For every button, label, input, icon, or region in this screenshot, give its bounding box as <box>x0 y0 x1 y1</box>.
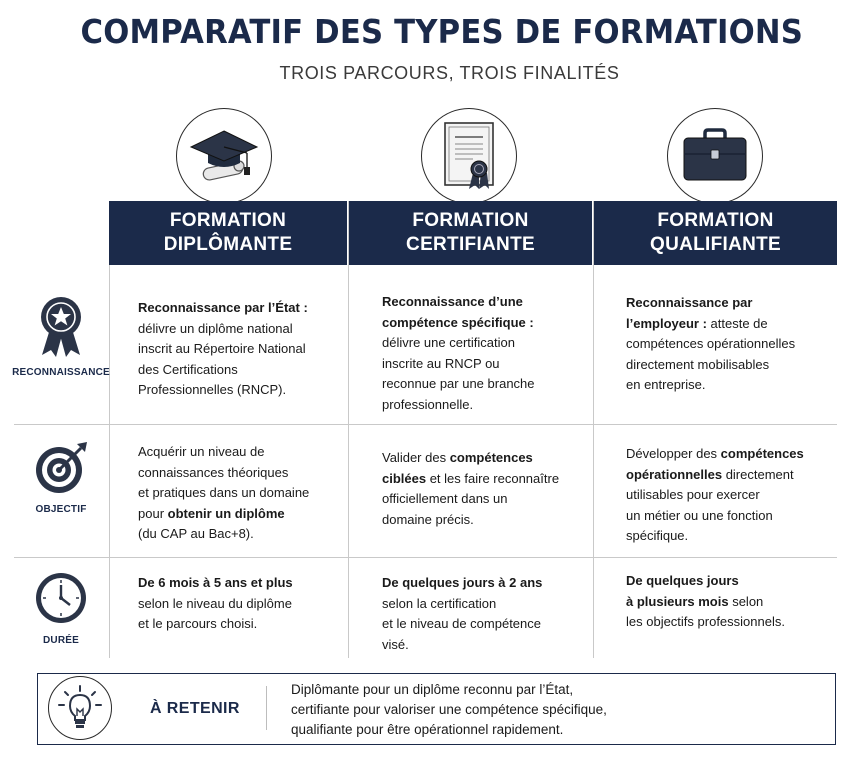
row-header-duree <box>14 571 108 646</box>
retenir-text <box>291 680 607 740</box>
award-badge-icon <box>38 295 84 359</box>
column-header-diplomante <box>109 201 347 265</box>
cell-text: professionnelle. <box>382 396 474 412</box>
icon-circle-retenir <box>48 676 112 740</box>
retenir-divider <box>266 686 267 730</box>
cell-text: délivre un diplôme national <box>138 320 293 336</box>
retenir-line: qualifiante pour être opérationnel rapidement. <box>291 722 564 737</box>
cell-text: selon <box>728 593 764 609</box>
cell-text: (du CAP au Bac+8). <box>138 526 254 541</box>
cell-text: et le niveau de compétence <box>382 616 541 631</box>
cell-text: directement <box>722 466 794 482</box>
cell-text: Développer des <box>626 446 721 461</box>
column-header-line1: FORMATION <box>169 210 287 231</box>
column-header-line1: FORMATION <box>412 210 529 231</box>
cell-text: reconnue par une branche <box>382 376 535 391</box>
cell-text: spécifique. <box>626 528 689 543</box>
retenir-line: Diplômante pour un diplôme reconnu par l’État, <box>291 682 574 697</box>
cell-text: directement mobilisables <box>626 356 770 372</box>
cell-bold-text: opérationnelles <box>626 466 723 482</box>
column-header-qualifiante <box>594 201 837 265</box>
column-header-line2: QUALIFIANTE <box>649 234 781 255</box>
cell-bold-text: De quelques jours <box>626 573 739 588</box>
cell-duree-diplomante <box>138 573 293 635</box>
cell-text: selon le niveau du diplôme <box>138 595 292 611</box>
row-label: OBJECTIF <box>35 504 87 515</box>
cell-text: un métier ou une fonction <box>626 507 773 523</box>
certificate-icon <box>439 119 499 193</box>
cell-text: pour <box>138 505 168 521</box>
cell-text: inscrite au RNCP ou <box>382 355 500 371</box>
cell-bold-text: compétences <box>720 446 804 461</box>
column-header-line2: DIPLÔMANTE <box>163 234 293 255</box>
row-header-objectif <box>14 440 108 515</box>
row-divider <box>14 424 837 425</box>
cell-text: Acquérir un niveau de <box>138 444 265 459</box>
cell-text: délivre une certification <box>382 335 515 350</box>
cell-objectif-qualifiante <box>626 444 804 547</box>
icon-circle-diplomante <box>176 108 272 204</box>
cell-objectif-certifiante <box>382 448 559 530</box>
lightbulb-icon <box>55 683 105 733</box>
clock-icon <box>34 571 88 625</box>
retenir-line: certifiante pour valoriser une compétence spécifique, <box>291 702 607 717</box>
cell-text: utilisables pour exercer <box>626 487 760 502</box>
cell-text: connaissances théoriques <box>138 464 289 480</box>
cell-bold-text: De 6 mois à 5 ans et plus <box>138 575 293 590</box>
cell-bold-text: ciblées <box>382 470 427 486</box>
cell-reconnaissance-diplomante <box>138 298 308 401</box>
column-header-line2: CERTIFIANTE <box>406 234 535 255</box>
cell-text: officiellement dans un <box>382 491 508 506</box>
column-divider <box>593 201 594 658</box>
row-label: RECONNAISSANCE <box>12 367 110 378</box>
cell-text: Valider des <box>382 450 450 465</box>
row-divider <box>14 557 837 558</box>
cell-text: selon la certification <box>382 595 497 611</box>
cell-text: domaine précis. <box>382 511 474 527</box>
target-icon <box>33 440 89 496</box>
retenir-title: À RETENIR <box>150 700 240 717</box>
column-header-certifiante <box>349 201 592 265</box>
icon-circle-qualifiante <box>667 108 763 204</box>
column-header-line1: FORMATION <box>657 210 774 231</box>
cell-text: et pratiques dans un domaine <box>138 485 310 500</box>
row-label: DURÉE <box>42 635 79 646</box>
cell-text: et les faire reconnaître <box>426 470 560 486</box>
page-title: COMPARATIF DES TYPES DE FORMATIONS <box>80 12 804 51</box>
cell-bold-text: compétence spécifique : <box>382 314 534 330</box>
column-divider <box>109 265 110 658</box>
cell-bold-text: Reconnaissance d’une <box>382 294 523 309</box>
row-header-reconnaissance <box>14 295 108 378</box>
cell-text: inscrit au Répertoire National <box>138 341 306 356</box>
cell-text: atteste de <box>706 315 768 331</box>
cell-duree-qualifiante <box>626 571 785 633</box>
cell-text: des Certifications <box>138 361 238 377</box>
cell-bold-text: Reconnaissance par l’État : <box>138 300 308 315</box>
cell-bold-text: obtenir un diplôme <box>167 505 285 521</box>
cell-text: compétences opérationnelles <box>626 336 796 351</box>
cell-bold-text: à plusieurs mois <box>626 593 729 609</box>
cell-bold-text: De quelques jours à 2 ans <box>382 575 543 590</box>
cell-reconnaissance-certifiante <box>382 292 535 415</box>
cell-text: et le parcours choisi. <box>138 616 258 631</box>
cell-duree-certifiante <box>382 573 542 655</box>
column-divider <box>348 201 349 658</box>
cell-bold-text: l’employeur : <box>626 315 707 331</box>
icon-circle-certifiante <box>421 108 517 204</box>
cell-text: en entreprise. <box>626 377 706 392</box>
cell-text: les objectifs professionnels. <box>626 614 785 629</box>
page-subtitle: TROIS PARCOURS, TROIS FINALITÉS <box>279 63 620 83</box>
cell-reconnaissance-qualifiante <box>626 293 795 396</box>
cell-text: visé. <box>382 636 409 652</box>
briefcase-icon <box>681 128 749 184</box>
graduation-cap-icon <box>187 121 261 191</box>
cell-bold-text: Reconnaissance par <box>626 295 753 310</box>
cell-text: Professionnelles (RNCP). <box>138 382 287 397</box>
cell-bold-text: compétences <box>449 450 533 465</box>
cell-objectif-diplomante <box>138 442 309 545</box>
